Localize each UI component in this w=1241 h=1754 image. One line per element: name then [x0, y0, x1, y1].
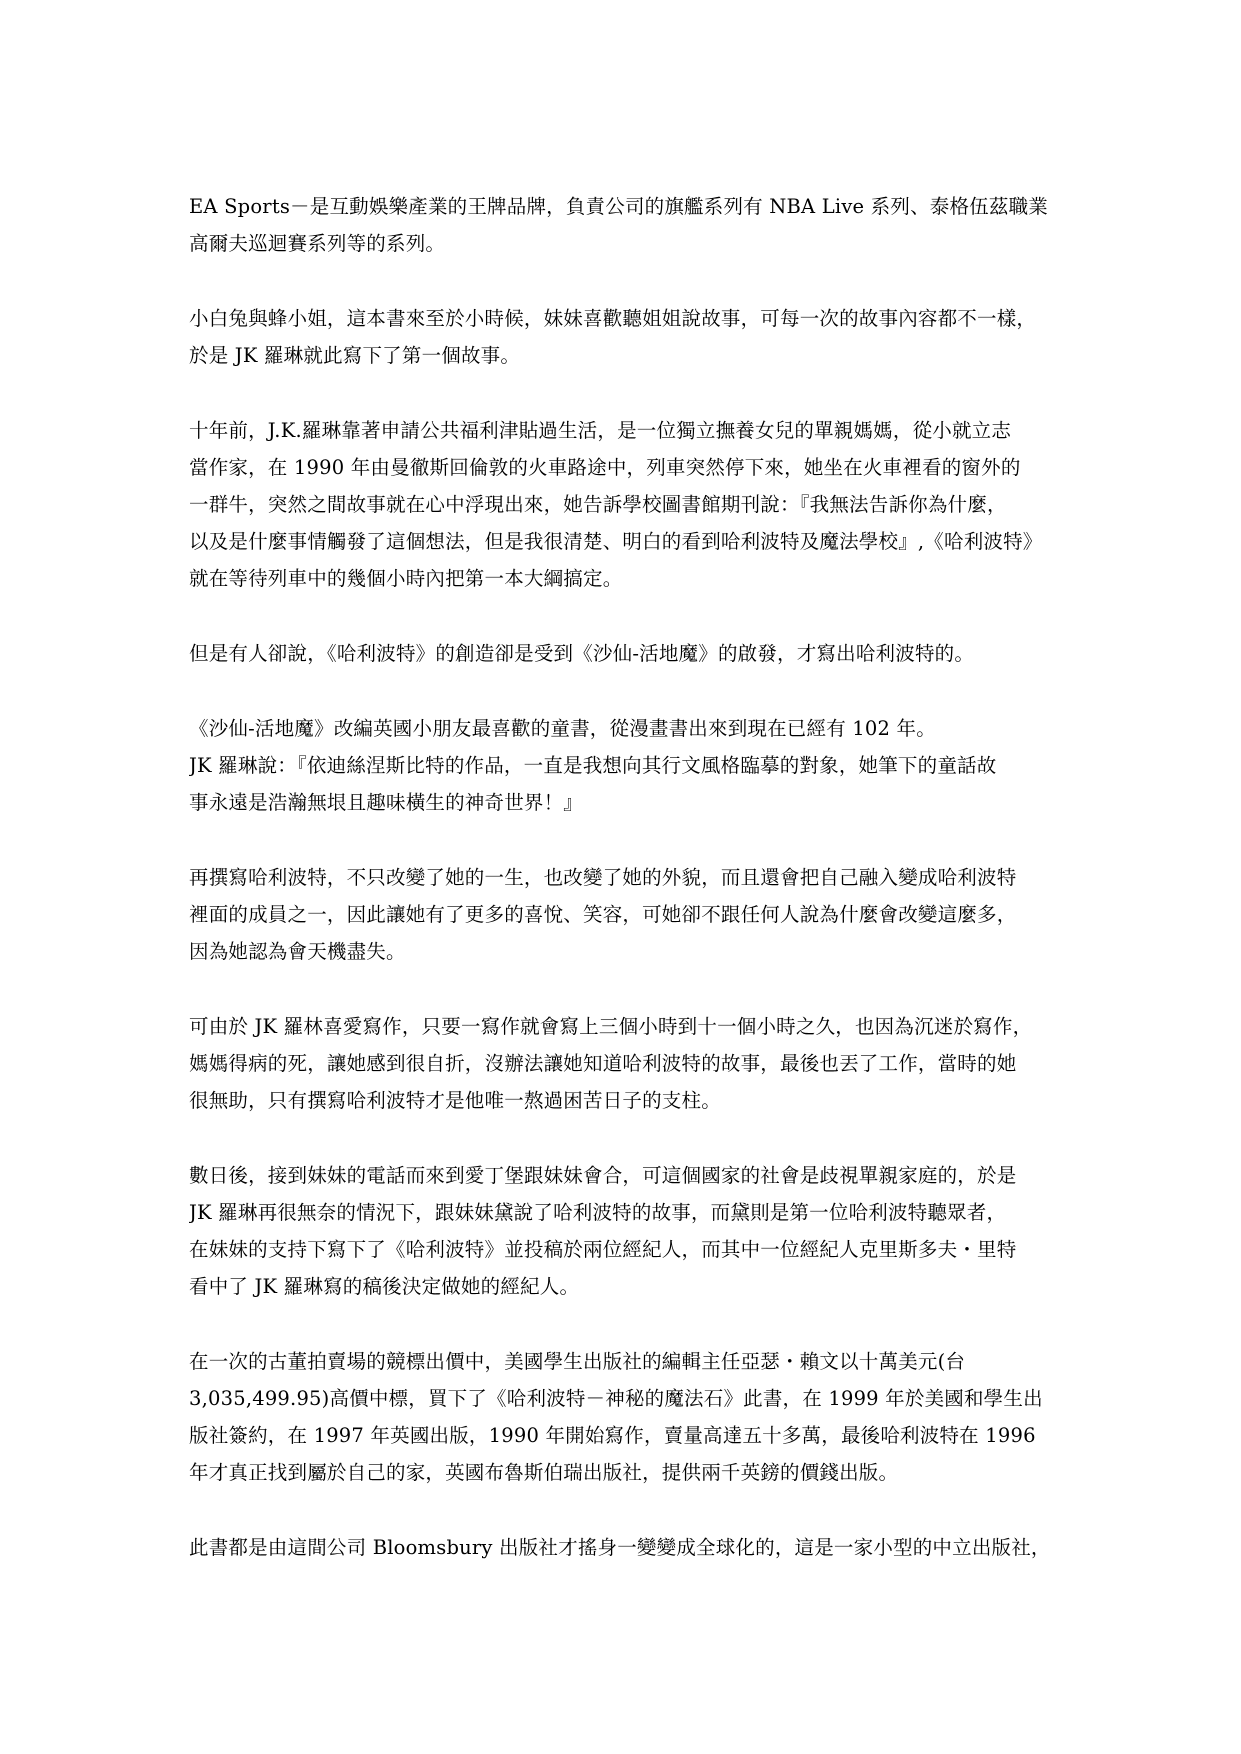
- text-line: 在妹妹的支持下寫下了《哈利波特》並投稿於兩位經紀人，而其中一位經紀人克里斯多夫・里特: [189, 1238, 1017, 1261]
- text-line: 媽媽得病的死，讓她感到很自折，沒辦法讓她知道哈利波特的故事，最後也丟了工作，當時的她: [189, 1052, 1017, 1075]
- text-line: 一群牛，突然之間故事就在心中浮現出來，她告訴學校圖書館期刊說：『我無法告訴你為什麼，: [189, 493, 1007, 516]
- paragraph-five-children: [189, 710, 1059, 821]
- paragraph-changed-life: [189, 859, 1059, 970]
- text-line: 因為她認為會天機盡失。: [189, 940, 406, 963]
- text-line: 事永遠是浩瀚無垠且趣味橫生的神奇世界！』: [189, 791, 584, 814]
- text-line: JK 羅琳再很無奈的情況下，跟妹妹黛說了哈利波特的故事，而黛則是第一位哈利波特聽眾者，: [189, 1201, 1007, 1224]
- text-line: 版社簽約，在 1997 年英國出版，1990 年開始寫作，賣量高達五十多萬，最後哈利波特在 1996: [189, 1424, 1036, 1447]
- text-line: 裡面的成員之一，因此讓她有了更多的喜悅、笑容，可她卻不跟任何人說為什麼會改變這麼多，: [189, 903, 1017, 926]
- paragraph-writing-hours: [189, 1008, 1059, 1119]
- text-line: 於是 JK 羅琳就此寫下了第一個故事。: [189, 344, 521, 367]
- text-line: 再撰寫哈利波特，不只改變了她的一生，也改變了她的外貌，而且還會把自己融入變成哈利波特: [189, 866, 1017, 889]
- text-line: 《沙仙-活地魔》改編英國小朋友最喜歡的童書，從漫畫書出來到現在已經有 102 年。: [189, 717, 936, 740]
- text-line: 以及是什麼事情觸發了這個想法，但是我很清楚、明白的看到哈利波特及魔法學校』,《哈利波特》: [189, 530, 1043, 553]
- text-line: 但是有人卻說，《哈利波特》的創造卻是受到《沙仙-活地魔》的啟發，才寫出哈利波特的。: [189, 642, 975, 665]
- paragraph-inspiration: [189, 635, 1059, 672]
- text-line: 年才真正找到屬於自己的家，英國布魯斯伯瑞出版社，提供兩千英鎊的價錢出版。: [189, 1461, 899, 1484]
- text-line: EA Sports－是互動娛樂產業的王牌品牌，負責公司的旗艦系列有 NBA Live 系列、泰格伍茲職業: [189, 195, 1048, 218]
- text-line: 3,035,499.95)高價中標，買下了《哈利波特－神秘的魔法石》此書，在 1999 年於美國和學生出: [189, 1387, 1043, 1410]
- text-line: 高爾夫巡迴賽系列等的系列。: [189, 232, 446, 255]
- paragraph-edinburgh: [189, 1157, 1059, 1305]
- text-line: 就在等待列車中的幾個小時內把第一本大綱搞定。: [189, 567, 623, 590]
- paragraph-bloomsbury: [189, 1529, 1059, 1566]
- text-line: 可由於 JK 羅林喜愛寫作，只要一寫作就會寫上三個小時到十一個小時之久，也因為沉迷於寫作，: [189, 1015, 1033, 1038]
- paragraph-ea-sports: [189, 188, 1059, 262]
- text-line: 小白兔與蜂小姐，這本書來至於小時候，妹妹喜歡聽姐姐說故事，可每一次的故事內容都不一樣，: [189, 307, 1037, 330]
- text-line: JK 羅琳說：『依迪絲涅斯比特的作品，一直是我想向其行文風格臨摹的對象，她筆下的童話故: [189, 754, 997, 777]
- text-line: 很無助，只有撰寫哈利波特才是他唯一熬過困苦日子的支柱。: [189, 1089, 721, 1112]
- paragraph-ten-years-ago: [189, 412, 1059, 597]
- text-line: 數日後，接到妹妹的電話而來到愛丁堡跟妹妹會合，可這個國家的社會是歧視單親家庭的，於是: [189, 1164, 1017, 1187]
- text-line: 在一次的古董拍賣場的競標出價中，美國學生出版社的編輯主任亞瑟・賴文以十萬美元(台: [189, 1350, 966, 1373]
- text-line: 當作家，在 1990 年由曼徹斯回倫敦的火車路途中，列車突然停下來，她坐在火車裡看的窗外的: [189, 456, 1021, 479]
- paragraph-first-story: [189, 300, 1059, 374]
- text-line: 此書都是由這間公司 Bloomsbury 出版社才搖身一變變成全球化的，這是一家小型的中立出版社，: [189, 1536, 1051, 1559]
- paragraph-auction: [189, 1343, 1059, 1491]
- text-line: 十年前，J.K.羅琳靠著申請公共福利津貼過生活，是一位獨立撫養女兒的單親媽媽，從小就立志: [189, 419, 1012, 442]
- document-body: [189, 188, 1059, 1604]
- text-line: 看中了 JK 羅琳寫的稿後決定做她的經紀人。: [189, 1275, 580, 1298]
